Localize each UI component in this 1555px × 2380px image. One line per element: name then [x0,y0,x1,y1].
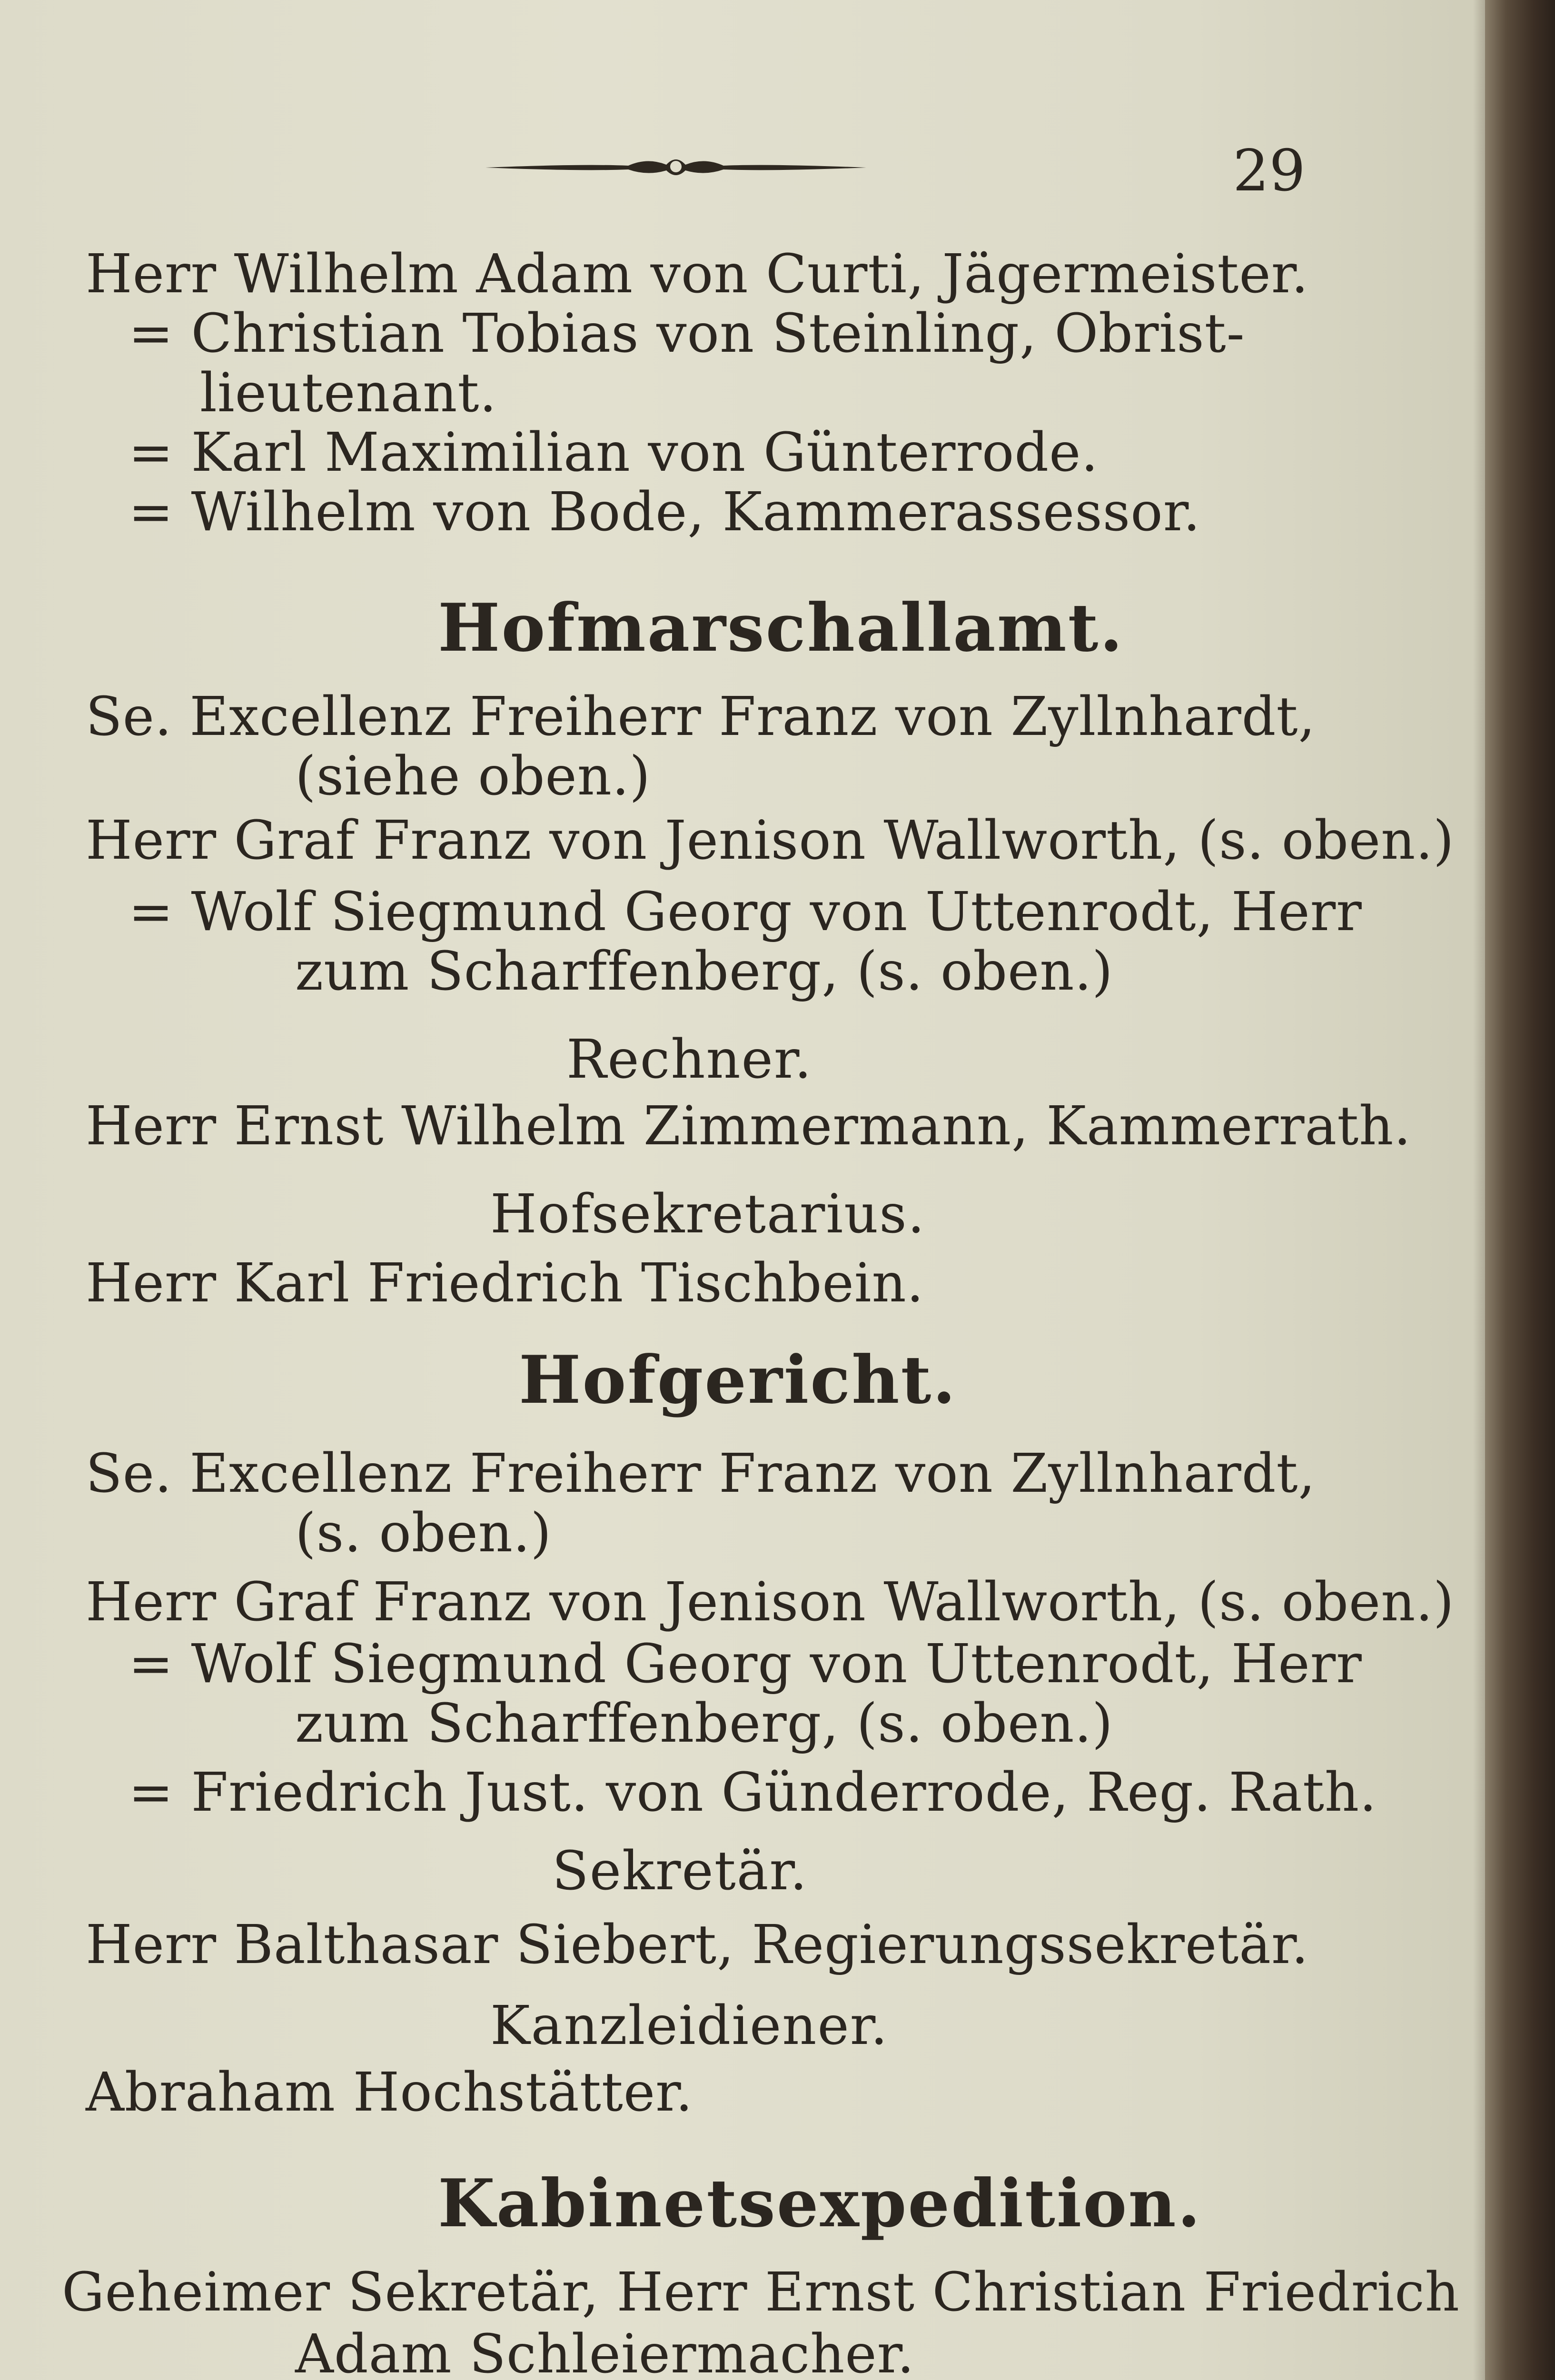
section-subheading: Rechner. [566,1029,812,1091]
text-line: Herr Karl Friedrich Tischbein. [86,1252,924,1314]
text-line: Herr Graf Franz von Jenison Wallworth, (s. oben.) [86,810,1455,872]
section-subheading: Hofsekretarius. [490,1183,926,1245]
text-line: Se. Excellenz Freiherr Franz von Zyllnhardt, [86,686,1316,748]
text-line: = Friedrich Just. von Günderrode, Reg. Rath. [129,1762,1377,1824]
section-heading: Hofgericht. [519,1341,957,1418]
book-spine [1485,0,1555,2380]
text-line: = Wolf Siegmund Georg von Uttenrodt, Herr [129,881,1362,943]
text-line: Abraham Hochstätter. [86,2062,693,2123]
text-line: lieutenant. [200,362,497,424]
section-subheading: Kanzleidiener. [490,1995,889,2057]
text-line: = Wolf Siegmund Georg von Uttenrodt, Herr [129,1633,1362,1695]
section-heading: Kabinetsexpedition. [438,2164,1202,2242]
text-line: = Karl Maximilian von Günterrode. [129,422,1099,484]
text-line: Herr Ernst Wilhelm Zimmermann, Kammerrath. [86,1095,1412,1157]
section-heading: Hofmarschallamt. [438,589,1124,666]
text-line: Adam Schleiermacher. [295,2323,915,2380]
text-line: Herr Graf Franz von Jenison Wallworth, (s. oben.) [86,1571,1455,1633]
text-line: zum Scharffenberg, (s. oben.) [295,1693,1113,1755]
text-line: zum Scharffenberg, (s. oben.) [295,941,1113,1002]
text-line: Herr Wilhelm Adam von Curti, Jägermeister. [86,243,1309,305]
section-subheading: Sekretär. [552,1840,808,1902]
text-line: = Christian Tobias von Steinling, Obrist- [129,303,1245,365]
ornament-rule-icon [485,152,866,181]
text-line: Se. Excellenz Freiherr Franz von Zyllnhardt, [86,1443,1316,1505]
text-line: (siehe oben.) [295,745,651,807]
text-line: (s. oben.) [295,1502,552,1564]
page-number: 29 [1233,138,1306,204]
text-line: Geheimer Sekretär, Herr Ernst Christian Friedrich [62,2261,1460,2323]
text-line: Herr Balthasar Siebert, Regierungssekretär. [86,1914,1309,1976]
text-line: = Wilhelm von Bode, Kammerassessor. [129,481,1201,543]
